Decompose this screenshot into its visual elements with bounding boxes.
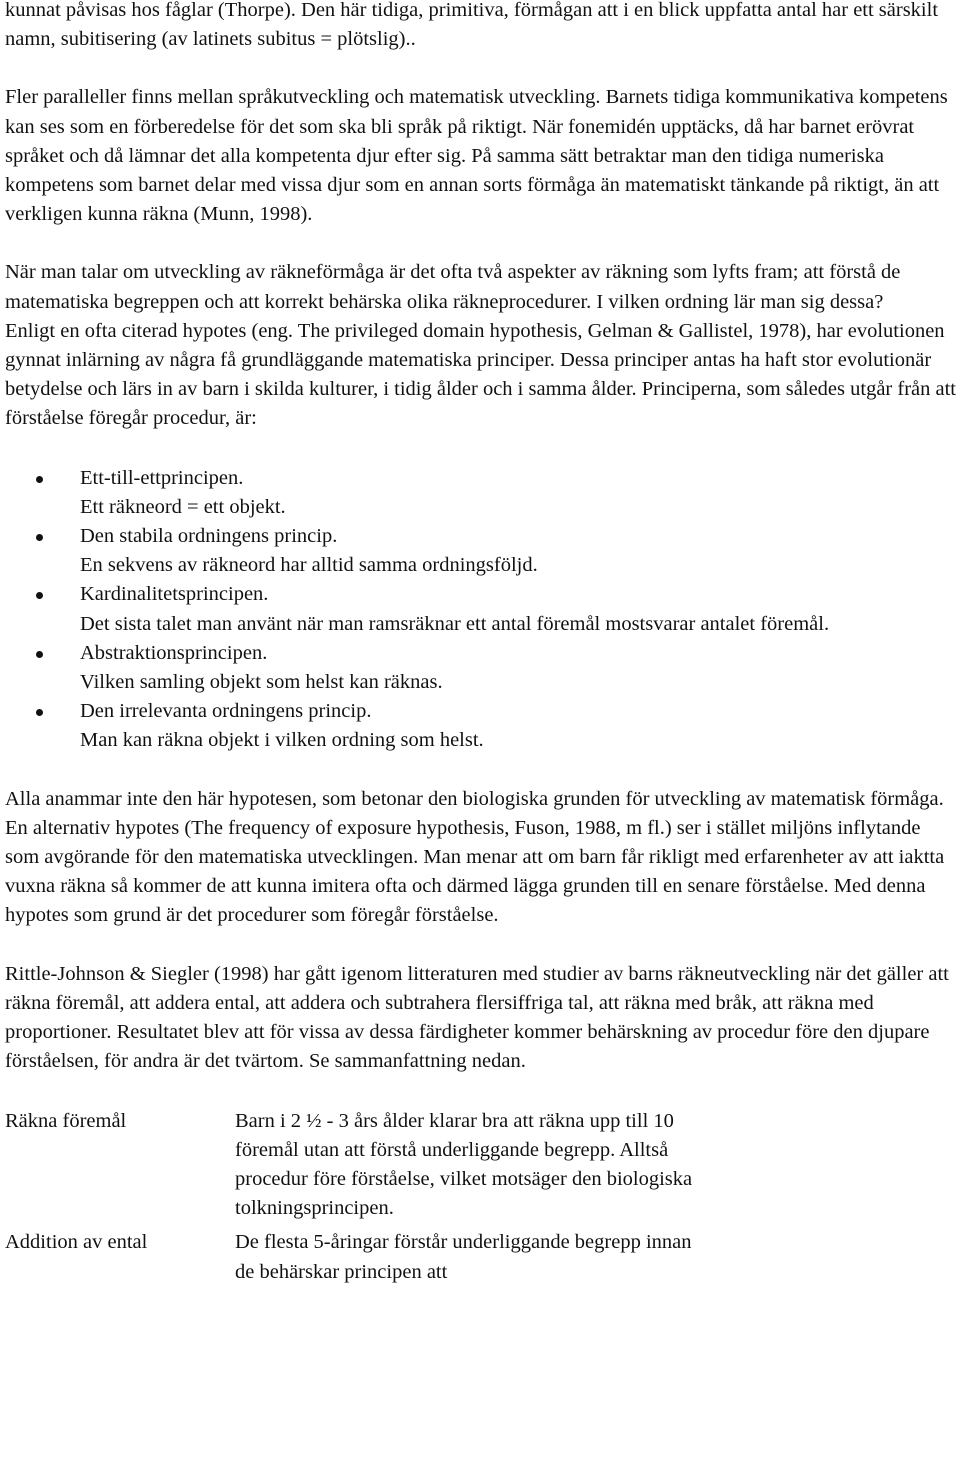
principle-name: Den stabila ordningens princip.: [80, 525, 338, 548]
paragraph-subitisering: kunnat påvisas hos fåglar (Thorpe). Den här tidiga, primitiva, förmågan att i en blick uppfatta antal har ett särskilt namn, subitisering (av latinets subitus = plötslig)..: [5, 0, 939, 51]
bullet-icon: [36, 592, 43, 599]
paragraph-sprakutveckling: Fler paralleller finns mellan språkutveckling och matematisk utveckling. Barnets tidiga kommunikativa kompetens kan ses som en förberedelse för det som ska bli språk på riktigt. När fonemidén upptäcks, då har barnet erövrat språket och då lämnar det alla kompetenta djur efter sig. På samma sätt betraktar man den tidiga numeriska kompetens som barnet delar med vissa djur som en annan sorts förmåga än matematiskt tänkande på riktigt, än att verkligen kunna räkna (Munn, 1998).: [5, 86, 948, 226]
list-item: [5, 697, 957, 755]
bullet-icon: [36, 476, 43, 483]
summary-row: [5, 1107, 957, 1224]
principle-name: Abstraktionsprincipen.: [80, 641, 268, 664]
list-item: [5, 639, 957, 697]
paragraph-hypotes: Enligt en ofta citerad hypotes (eng. The privileged domain hypothesis, Gelman & Gallistel, 1978), har evolutionen gynnat inlärning av några få grundläggande matematiska principer. Dessa principer antas ha haft stor evolutionär betydelse och lärs in av barn i skilda kulturer, i tidig ålder och i samma ålder. Principerna, som således utgår från att förståelse föregår procedur, är:: [5, 319, 956, 430]
bullet-icon: [36, 534, 43, 541]
bullet-icon: [36, 709, 43, 716]
summary-description: De flesta 5-åringar förstår underliggande begrepp innan de behärskar principen att: [235, 1231, 692, 1283]
document-page: [5, 0, 957, 1287]
principle-name: Ett-till-ettprincipen.: [80, 466, 244, 489]
paragraph-rittle-johnson: Rittle-Johnson & Siegler (1998) har gått igenom litteraturen med studier av barns räkneutveckling när det gäller att räkna föremål, att addera ental, att addera och subtrahera flersiffriga tal, att räkna med bråk, att räkna med proportioner. Resultatet blev att för vissa av dessa färdigheter kommer behärskning av procedur före den djupare förståelsen, för andra är det tvärtom. Se sammanfattning nedan.: [5, 962, 949, 1073]
paragraph-raknefornaga: När man talar om utveckling av räkneförmåga är det ofta två aspekter av räkning som lyfts fram; att förstå de matematiska begreppen och att korrekt behärska olika räkneprocedurer. I vilken ordning lär man sig dessa?: [5, 261, 901, 313]
principle-name: Den irrelevanta ordningens princip.: [80, 700, 372, 723]
principles-list: [5, 464, 957, 756]
summary-description: Barn i 2 ½ - 3 års ålder klarar bra att räkna upp till 10 föremål utan att förstå underliggande begrepp. Alltså procedur före förståelse, vilket motsäger den biologiska tolkningsprincipen.: [235, 1109, 693, 1220]
principle-description: Ett räkneord = ett objekt.: [80, 495, 286, 518]
principle-name: Kardinalitetsprincipen.: [80, 583, 269, 606]
list-item: [5, 522, 957, 580]
list-item: [5, 580, 957, 638]
summary-row: [5, 1228, 957, 1286]
bullet-icon: [36, 651, 43, 658]
list-item: [5, 464, 957, 522]
principle-description: Vilken samling objekt som helst kan räknas.: [80, 671, 443, 694]
principle-description: En sekvens av räkneord har alltid samma ordningsföljd.: [80, 554, 538, 577]
principle-description: Det sista talet man använt när man ramsräknar ett antal föremål mostsvarar antalet föremål.: [80, 612, 830, 635]
summary-term: Addition av ental: [5, 1231, 148, 1254]
paragraph-alternativ-hypotes: Alla anammar inte den här hypotesen, som betonar den biologiska grunden för utveckling av matematisk förmåga. En alternativ hypotes (The frequency of exposure hypothesis, Fuson, 1988, m fl.) ser i stället miljöns inflytande som avgörande för den matematiska utvecklingen. Man menar att om barn får rikligt med erfarenheter av att iaktta vuxna räkna så kommer de att kunna imitera ofta och därmed lägga grunden till en senare förståelse. Med denna hypotes som grund är det procedurer som föregår förståelse.: [5, 787, 945, 927]
summary-term: Räkna föremål: [5, 1109, 127, 1132]
principle-description: Man kan räkna objekt i vilken ordning som helst.: [80, 729, 484, 752]
